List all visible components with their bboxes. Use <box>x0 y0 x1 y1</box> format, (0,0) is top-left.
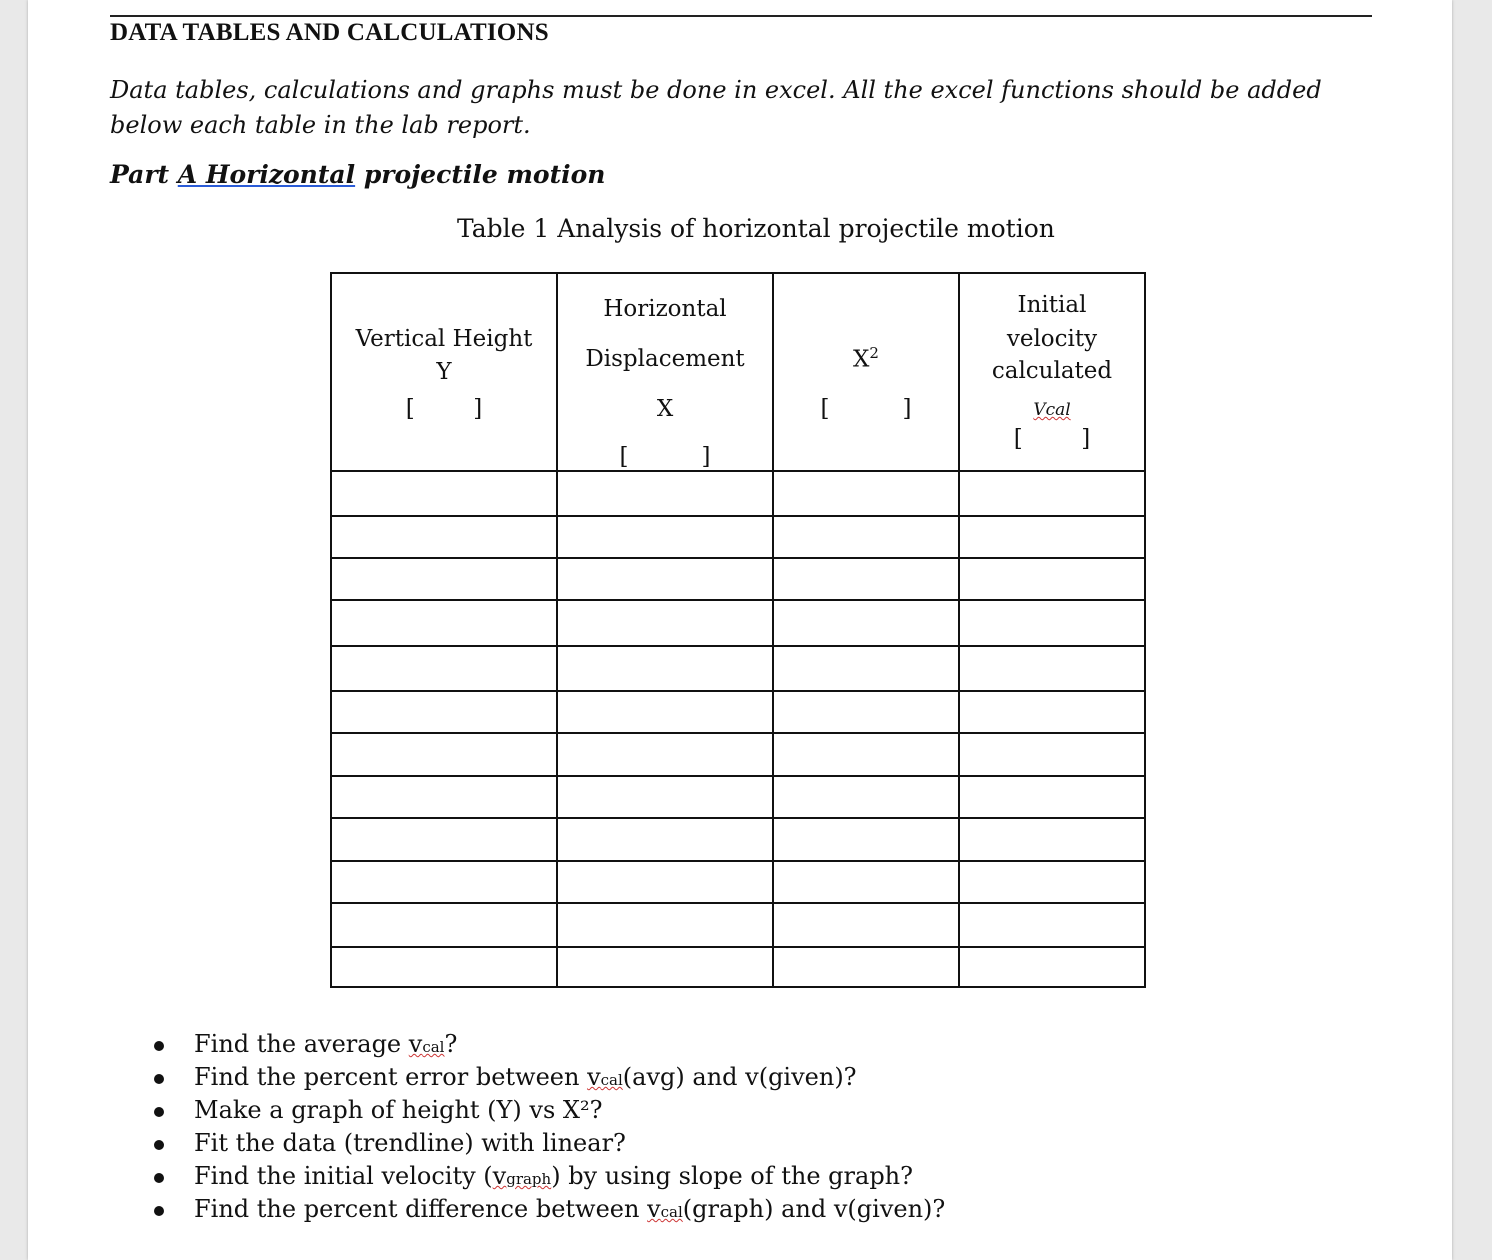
table-cell[interactable] <box>331 516 557 558</box>
header-horizontal-displacement <box>557 273 773 471</box>
table-cell[interactable] <box>773 903 959 947</box>
table-cell[interactable] <box>773 818 959 861</box>
table-cell[interactable] <box>557 861 773 903</box>
table-cell[interactable] <box>331 733 557 776</box>
header-vertical-height-label: Vertical Height <box>355 326 533 352</box>
table-cell[interactable] <box>773 471 959 516</box>
table-cell[interactable] <box>331 600 557 646</box>
header-x-squared-label <box>774 344 958 373</box>
table-cell[interactable] <box>557 471 773 516</box>
bullet-icon <box>154 1107 164 1117</box>
table-row <box>331 733 1145 776</box>
table-cell[interactable] <box>331 776 557 818</box>
header-vcal-symbol: Vcal <box>1033 400 1071 420</box>
x-squared-base: X <box>853 346 870 373</box>
table-cell[interactable] <box>557 600 773 646</box>
table-cell[interactable] <box>557 516 773 558</box>
header-x-unit: [ ] <box>619 444 711 470</box>
question-item: Fit the data (trendline) with linear? <box>148 1127 1248 1160</box>
table-cell[interactable] <box>773 646 959 691</box>
table-cell[interactable] <box>773 861 959 903</box>
header-vcal-unit: [ ] <box>1013 426 1091 452</box>
header-x-symbol: X <box>656 396 674 422</box>
table-cell[interactable] <box>557 776 773 818</box>
table-row <box>331 471 1145 516</box>
table-cell[interactable] <box>557 818 773 861</box>
top-horizontal-rule <box>110 15 1372 17</box>
table-cell[interactable] <box>773 600 959 646</box>
table-cell[interactable] <box>959 818 1145 861</box>
table-cell[interactable] <box>331 818 557 861</box>
table-cell[interactable] <box>773 947 959 987</box>
table-row <box>331 691 1145 733</box>
table-cell[interactable] <box>773 558 959 600</box>
part-a-heading <box>110 160 606 189</box>
table-cell[interactable] <box>959 947 1145 987</box>
table-cell[interactable] <box>557 733 773 776</box>
table-row <box>331 776 1145 818</box>
table-cell[interactable] <box>959 600 1145 646</box>
table-row <box>331 947 1145 987</box>
table-cell[interactable] <box>773 776 959 818</box>
table-cell[interactable] <box>959 646 1145 691</box>
table-caption: Table 1 Analysis of horizontal projectile motion <box>457 214 1055 243</box>
table-cell[interactable] <box>773 691 959 733</box>
header-velocity-label: velocity <box>1006 326 1098 352</box>
table-header-row <box>331 273 1145 471</box>
table-cell[interactable] <box>557 646 773 691</box>
table-cell[interactable] <box>331 861 557 903</box>
header-calculated-label: calculated <box>991 358 1113 384</box>
table-cell[interactable] <box>331 691 557 733</box>
header-y-unit: [ ] <box>405 396 483 422</box>
table-cell[interactable] <box>331 646 557 691</box>
table-cell[interactable] <box>331 947 557 987</box>
table-cell[interactable] <box>557 947 773 987</box>
table-cell[interactable] <box>557 903 773 947</box>
table-cell[interactable] <box>959 776 1145 818</box>
table-row <box>331 818 1145 861</box>
question-item: Find the percent error between vcal(avg) and v(given)? <box>148 1061 1248 1094</box>
table-row <box>331 646 1145 691</box>
part-heading-suffix: projectile motion <box>355 160 606 189</box>
question-item: Find the percent difference between vcal(graph) and v(given)? <box>148 1193 1248 1226</box>
bullet-icon <box>154 1206 164 1216</box>
table-row <box>331 558 1145 600</box>
question-item: Make a graph of height (Y) vs X²? <box>148 1094 1248 1127</box>
instructions-paragraph: Data tables, calculations and graphs must be done in excel. All the excel functions should be added below each table in the lab report. <box>110 76 1322 139</box>
header-y-symbol: Y <box>436 359 452 385</box>
table-row <box>331 903 1145 947</box>
header-displacement-label: Displacement <box>585 346 745 372</box>
bullet-icon <box>154 1140 164 1150</box>
part-heading-prefix: Part <box>110 160 178 189</box>
table-cell[interactable] <box>959 516 1145 558</box>
header-x-squared-unit: [ ] <box>820 396 912 422</box>
header-initial-velocity <box>959 273 1145 471</box>
table-row <box>331 600 1145 646</box>
question-item: Find the average vcal? <box>148 1028 1248 1061</box>
table-cell[interactable] <box>959 861 1145 903</box>
table-row <box>331 861 1145 903</box>
header-horizontal-label: Horizontal <box>603 296 727 322</box>
table-cell[interactable] <box>773 733 959 776</box>
document-page <box>28 0 1452 1260</box>
table-cell[interactable] <box>959 733 1145 776</box>
table-cell[interactable] <box>557 691 773 733</box>
part-heading-underlined: A Horizontal <box>177 160 356 189</box>
table-cell[interactable] <box>331 471 557 516</box>
header-x-squared <box>773 273 959 471</box>
table-cell[interactable] <box>959 903 1145 947</box>
bullet-icon <box>154 1041 164 1051</box>
table-cell[interactable] <box>331 903 557 947</box>
bullet-icon <box>154 1173 164 1183</box>
table-cell[interactable] <box>959 558 1145 600</box>
header-vertical-height <box>331 273 557 471</box>
question-item: Find the initial velocity (vgraph) by using slope of the graph? <box>148 1160 1248 1193</box>
data-table <box>330 272 1146 988</box>
table-cell[interactable] <box>959 691 1145 733</box>
bullet-icon <box>154 1074 164 1084</box>
table-cell[interactable] <box>959 471 1145 516</box>
table-cell[interactable] <box>331 558 557 600</box>
question-list <box>148 1028 1248 1226</box>
table-cell[interactable] <box>773 516 959 558</box>
section-heading: DATA TABLES AND CALCULATIONS <box>110 19 549 46</box>
x-squared-exponent: 2 <box>869 344 879 362</box>
header-initial-label: Initial <box>1017 292 1087 318</box>
table-cell[interactable] <box>557 558 773 600</box>
table-row <box>331 516 1145 558</box>
